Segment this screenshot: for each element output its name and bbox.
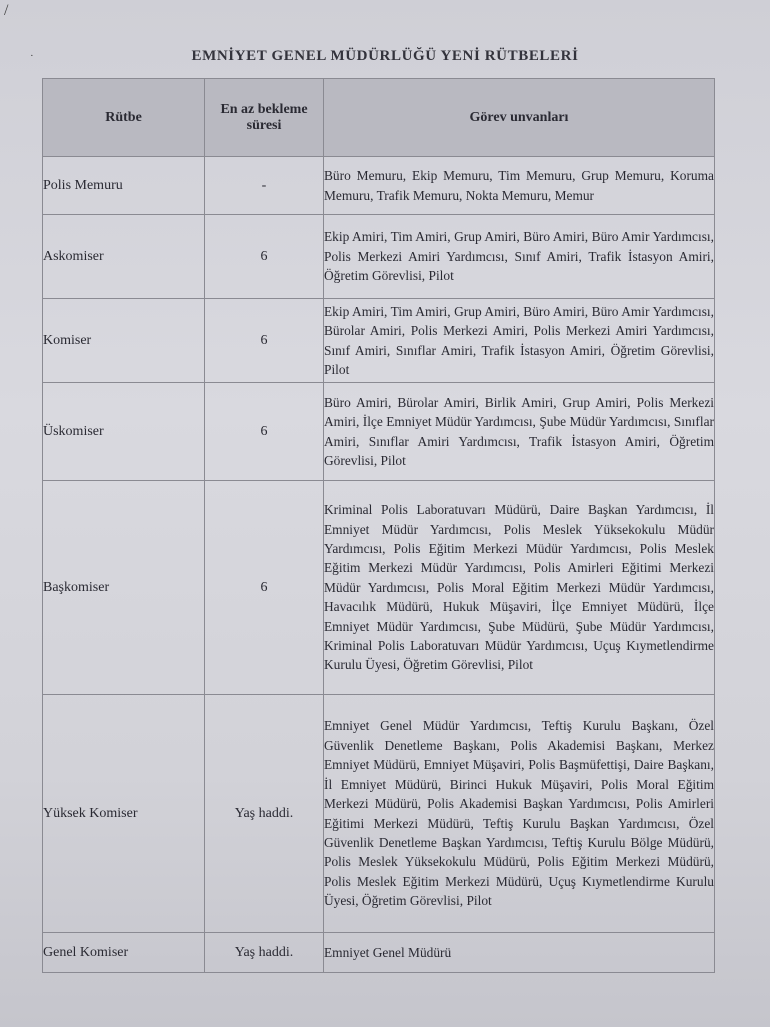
wait-cell: 6: [205, 481, 324, 695]
duties-cell: Ekip Amiri, Tim Amiri, Grup Amiri, Büro Amiri, Büro Amir Yardımcısı, Bürolar Amiri, Polis Merkezi Amiri, Polis Merkezi Amiri Yardımcısı, Sınıf Amiri, Sınıflar Amiri, Trafik İstasyon Amiri, Öğretim Görevlisi, Pilot: [324, 299, 715, 383]
table-row: [43, 383, 715, 481]
wait-cell: Yaş haddi.: [205, 933, 324, 973]
duties-cell: Ekip Amiri, Tim Amiri, Grup Amiri, Büro Amiri, Büro Amir Yardımcısı, Polis Merkezi Amiri Yardımcısı, Sınıf Amiri, Trafik İstasyon Amiri, Öğretim Görevlisi, Pilot: [324, 215, 715, 299]
table-row: [43, 481, 715, 695]
header-duties: Görev unvanları: [324, 79, 715, 157]
page-title: EMNİYET GENEL MÜDÜRLÜĞÜ YENİ RÜTBELERİ: [191, 48, 579, 64]
table-row: [43, 933, 715, 973]
header-wait: [205, 79, 324, 157]
ranks-table: [42, 78, 715, 973]
header-rank: Rütbe: [43, 79, 205, 157]
wait-cell: Yaş haddi.: [205, 695, 324, 933]
table-row: [43, 695, 715, 933]
rank-cell: Yüksek Komiser: [43, 695, 205, 933]
duties-cell: Emniyet Genel Müdürü: [324, 933, 715, 973]
duties-cell: Büro Amiri, Bürolar Amiri, Birlik Amiri, Grup Amiri, Polis Merkezi Amiri, İlçe Emniyet Müdür Yardımcısı, Şube Müdür Yardımcısı, Sınıflar Amiri, Sınıflar Amiri Yardımcısı, Trafik İstasyon Amiri, Öğretim Görevlisi, Pilot: [324, 383, 715, 481]
rank-cell: Askomiser: [43, 215, 205, 299]
rank-cell: Başkomiser: [43, 481, 205, 695]
rank-cell: Üskomiser: [43, 383, 205, 481]
duties-cell: Emniyet Genel Müdür Yardımcısı, Teftiş Kurulu Başkanı, Özel Güvenlik Denetleme Başkanı, Polis Akademisi Başkanı, Merkez Emniyet Müdürü, Emniyet Müşaviri, Polis Başmüfettişi, Daire Başkanı, İl Emniyet Müdürü, Birinci Hukuk Müşaviri, Polis Moral Eğitim Merkezi Müdürü, Polis Akademisi Başkan Yardımcısı, Polis Amirleri Eğitimi Merkezi Müdürü, Teftiş Kurulu Başkan Yardımcısı, Özel Güvenlik Denetleme Başkan Yardımcısı, Teftiş Kurulu Bölge Müdürü, Polis Meslek Yüksekokulu Müdürü, Polis Eğitim Merkezi Müdürü, Polis Meslek Eğitim Merkezi Müdürü, Uçuş Kıymetlendirme Kurulu Üyesi, Öğretim Görevlisi, Pilot: [324, 695, 715, 933]
margin-mark: ·: [30, 50, 34, 62]
rank-cell: Komiser: [43, 299, 205, 383]
wait-cell: -: [205, 157, 324, 215]
table-row: [43, 215, 715, 299]
table-row: [43, 299, 715, 383]
duties-cell: Kriminal Polis Laboratuvarı Müdürü, Daire Başkan Yardımcısı, İl Emniyet Müdür Yardımcısı, Polis Meslek Yüksekokulu Müdür Yardımcısı, Polis Eğitim Merkezi Müdür Yardımcısı, Polis Meslek Eğitim Merkezi Müdür Yardımcısı, Polis Amirleri Eğitimi Merkezi Müdür Yardımcısı, Polis Moral Eğitim Merkezi Müdür Yardımcısı, Havacılık Müdürü, Hukuk Müşaviri, İlçe Emniyet Müdürü, İlçe Emniyet Müdür Yardımcısı, Şube Müdürü, Şube Müdür Yardımcısı, Kriminal Polis Laboratuvarı Müdür Yardımcısı, Uçuş Kıymetlendirme Kurulu Üyesi, Öğretim Görevlisi, Pilot: [324, 481, 715, 695]
rank-cell: Genel Komiser: [43, 933, 205, 973]
rank-cell: Polis Memuru: [43, 157, 205, 215]
wait-cell: 6: [205, 215, 324, 299]
duties-cell: Büro Memuru, Ekip Memuru, Tim Memuru, Grup Memuru, Koruma Memuru, Trafik Memuru, Nokta Memuru, Memur: [324, 157, 715, 215]
table-header-row: [43, 79, 715, 157]
corner-mark: /: [4, 2, 9, 19]
wait-cell: 6: [205, 383, 324, 481]
wait-cell: 6: [205, 299, 324, 383]
header-wait-label: En az bekleme süresi: [220, 101, 308, 133]
table-row: [43, 157, 715, 215]
